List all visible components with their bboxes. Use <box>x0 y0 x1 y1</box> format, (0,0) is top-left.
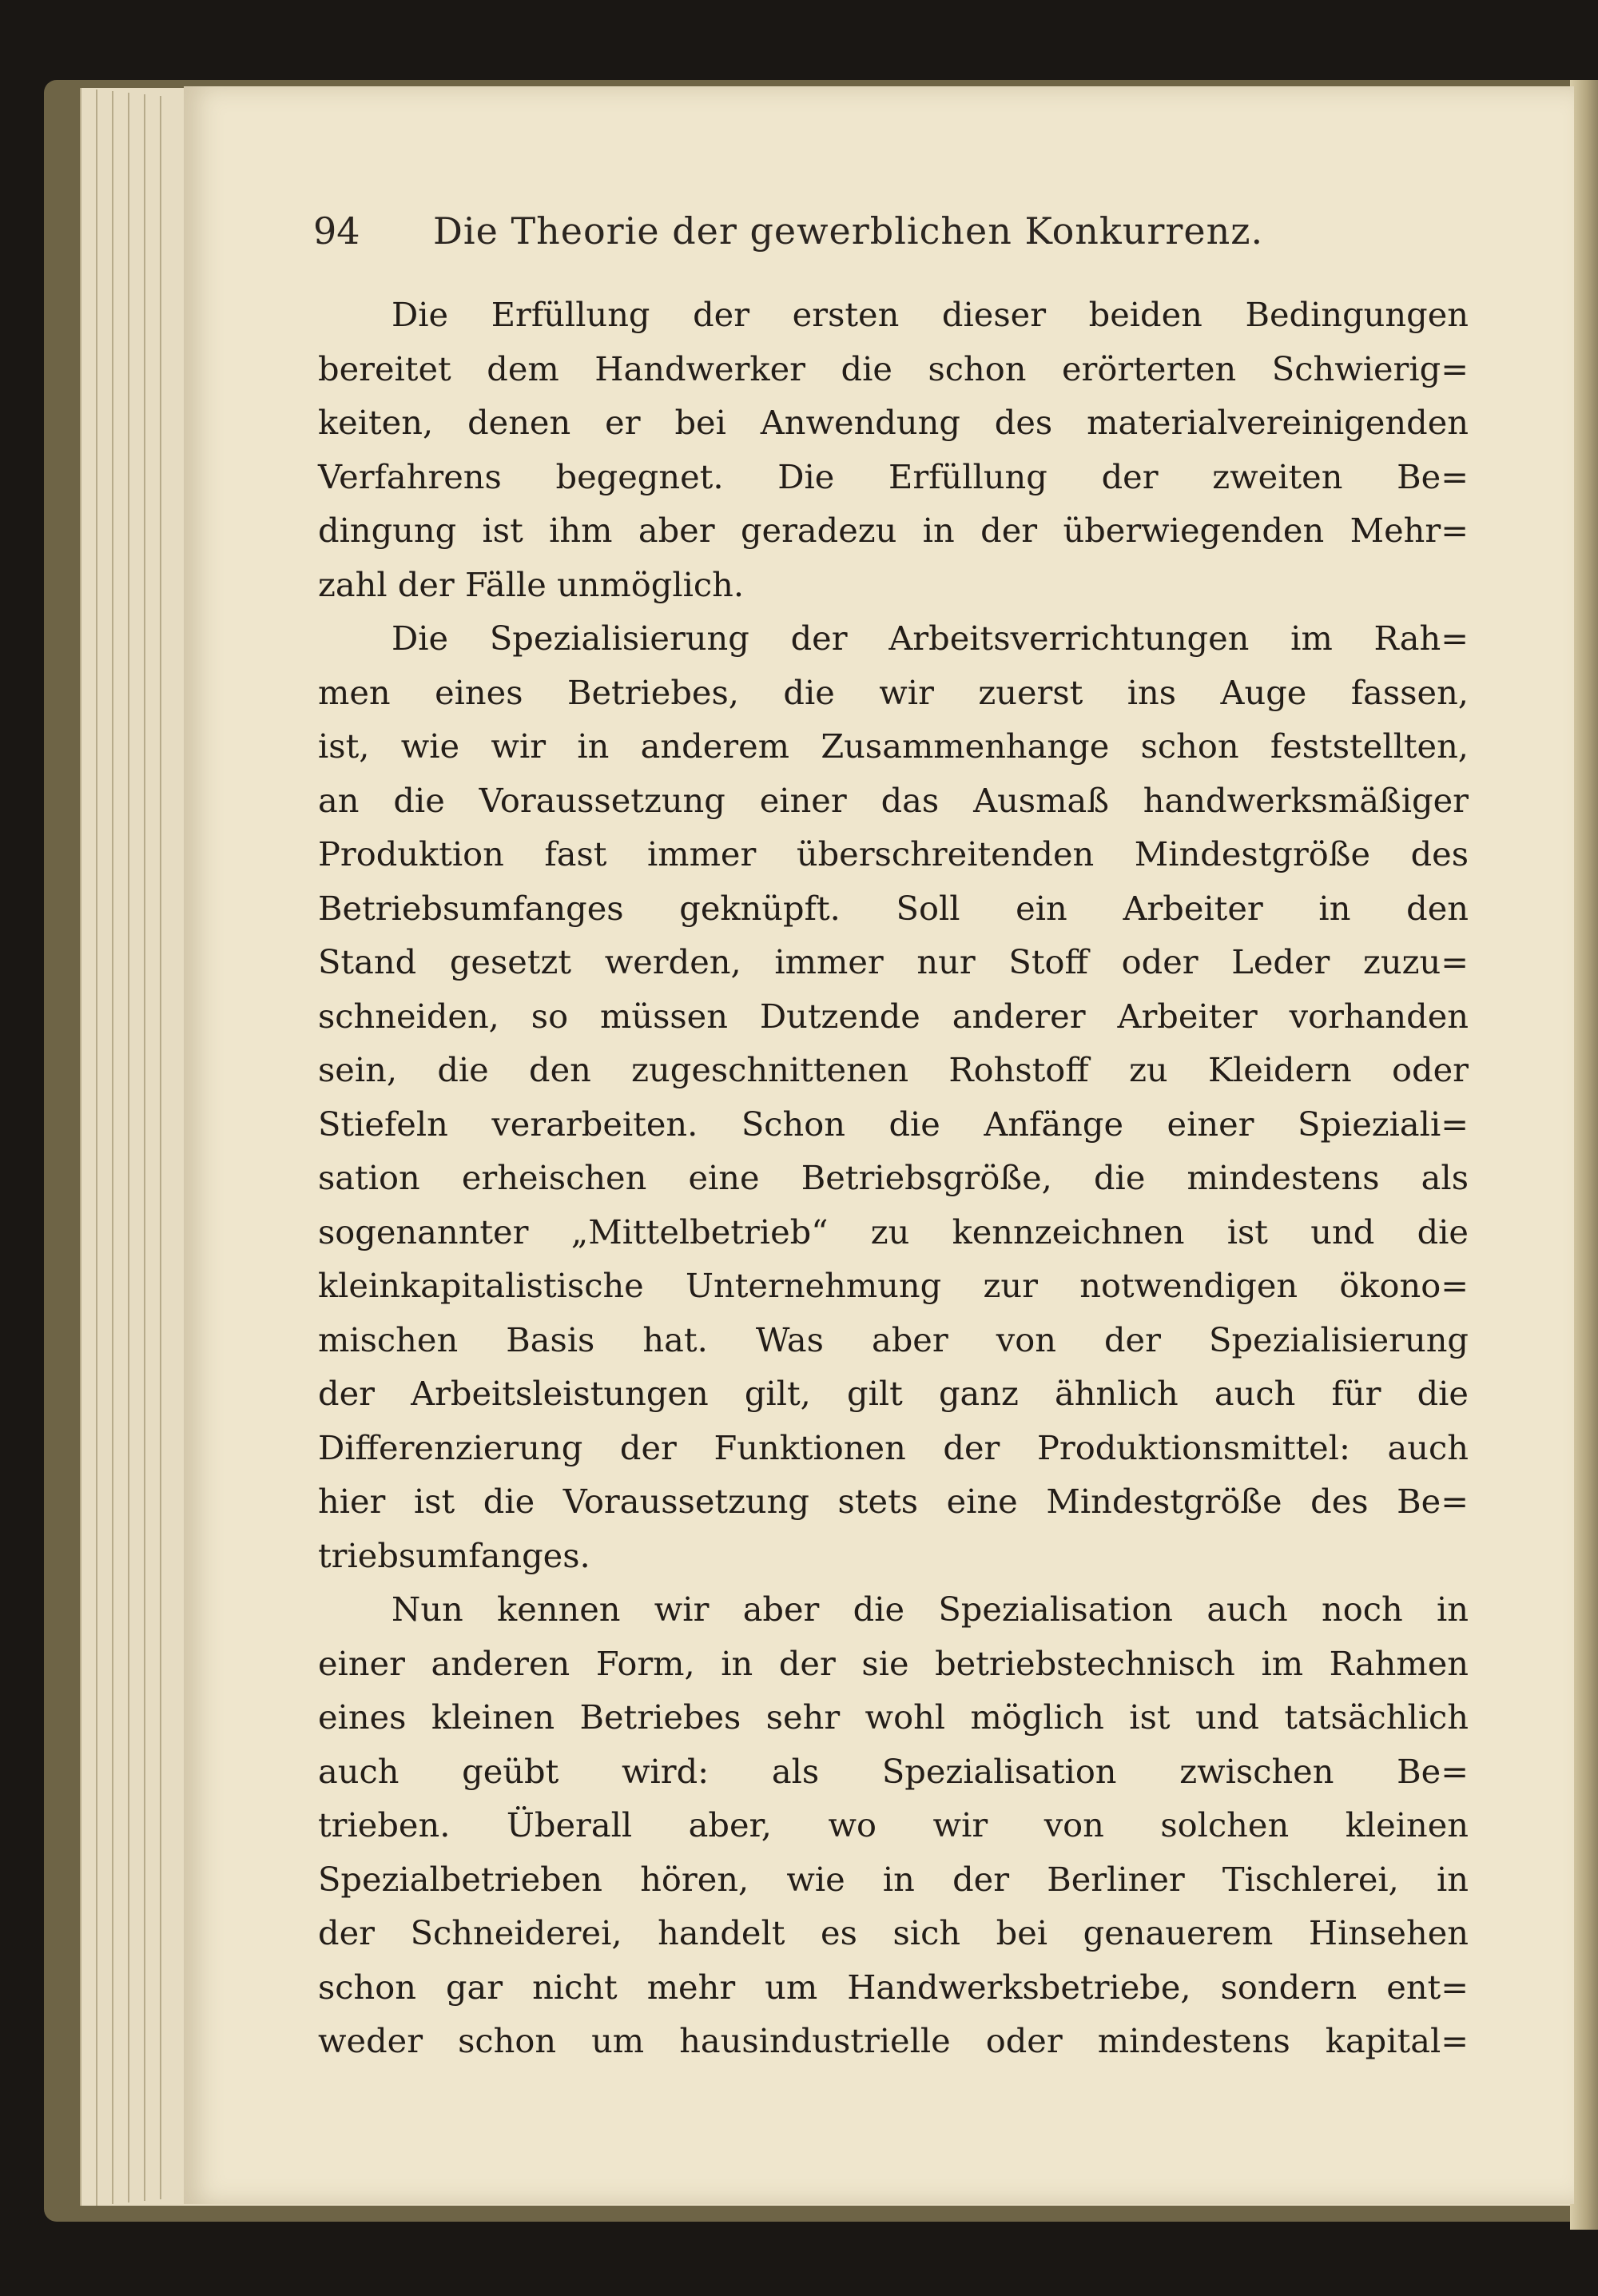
text-line: bereitet dem Handwerker die schon erörterten Schwierig= <box>318 348 1469 388</box>
text-line: eines kleinen Betriebes sehr wohl möglich ist und tatsächlich <box>318 1697 1469 1737</box>
text-line: triebsumfanges. <box>318 1535 590 1575</box>
text-line: Verfahrens begegnet. Die Erfüllung der zweiten Be= <box>318 456 1469 496</box>
paragraph <box>318 611 1469 1582</box>
text-line: trieben. Überall aber, wo wir von solchen kleinen <box>318 1805 1469 1844</box>
text-line: schneiden, so müssen Dutzende anderer Arbeiter vorhanden <box>318 996 1469 1036</box>
text-line: schon gar nicht mehr um Handwerksbetriebe, sondern ent= <box>318 1967 1469 2007</box>
text-line: auch geübt wird: als Spezialisation zwischen Be= <box>318 1751 1469 1791</box>
text-line: men eines Betriebes, die wir zuerst ins Auge fassen, <box>318 672 1469 712</box>
body-text <box>318 288 1469 2068</box>
text-line: weder schon um hausindustrielle oder mindestens kapital= <box>318 2021 1469 2060</box>
text-line: der Schneiderei, handelt es sich bei genauerem Hinsehen <box>318 1913 1469 1952</box>
text-line: Stand gesetzt werden, immer nur Stoff oder Leder zuzu= <box>318 942 1469 981</box>
text-line: zahl der Fälle unmöglich. <box>318 564 745 604</box>
text-line: sogenannter „Mittelbetrieb“ zu kennzeichnen ist und die <box>318 1212 1469 1251</box>
book-gutter <box>1570 80 1598 2230</box>
text-line: hier ist die Voraussetzung stets eine Mindestgröße des Be= <box>318 1482 1469 1521</box>
text-line: ist, wie wir in anderem Zusammenhange schon feststellten, <box>318 726 1469 766</box>
text-line: kleinkapitalistische Unternehmung zur notwendigen ökono= <box>318 1266 1469 1305</box>
page-number: 94 <box>313 209 360 253</box>
text-line: mischen Basis hat. Was aber von der Spezialisierung <box>318 1319 1469 1359</box>
text-line: sein, die den zugeschnittenen Rohstoff zu Kleidern oder <box>318 1050 1469 1089</box>
text-line: Nun kennen wir aber die Spezialisation auch noch in <box>392 1590 1469 1629</box>
running-header <box>313 209 1448 257</box>
text-line: an die Voraussetzung einer das Ausmaß handwerksmäßiger <box>318 780 1469 820</box>
text-line: Die Spezialisierung der Arbeitsverrichtungen im Rah= <box>392 619 1469 658</box>
text-line: Die Erfüllung der ersten dieser beiden Bedingungen <box>392 295 1469 334</box>
text-line: der Arbeitsleistungen gilt, gilt ganz ähnlich auch für die <box>318 1374 1469 1413</box>
text-line: einer anderen Form, in der sie betriebstechnisch im Rahmen <box>318 1643 1469 1683</box>
text-line: Differenzierung der Funktionen der Produktionsmittel: auch <box>318 1427 1469 1467</box>
text-line: Stiefeln verarbeiten. Schon die Anfänge einer Spieziali= <box>318 1104 1469 1144</box>
text-line: Produktion fast immer überschreitenden Mindestgröße des <box>318 834 1469 873</box>
text-line: Betriebsumfanges geknüpft. Soll ein Arbeiter in den <box>318 888 1469 928</box>
paragraph <box>318 1582 1469 2068</box>
text-line: Spezialbetrieben hören, wie in der Berliner Tischlerei, in <box>318 1859 1469 1899</box>
text-line: sation erheischen eine Betriebsgröße, die mindestens als <box>318 1158 1469 1197</box>
text-line: dingung ist ihm aber geradezu in der überwiegenden Mehr= <box>318 511 1469 550</box>
paragraph <box>318 288 1469 611</box>
running-title: Die Theorie der gewerblichen Konkurrenz. <box>433 209 1264 253</box>
text-line: keiten, denen er bei Anwendung des materialvereinigenden <box>318 403 1469 442</box>
